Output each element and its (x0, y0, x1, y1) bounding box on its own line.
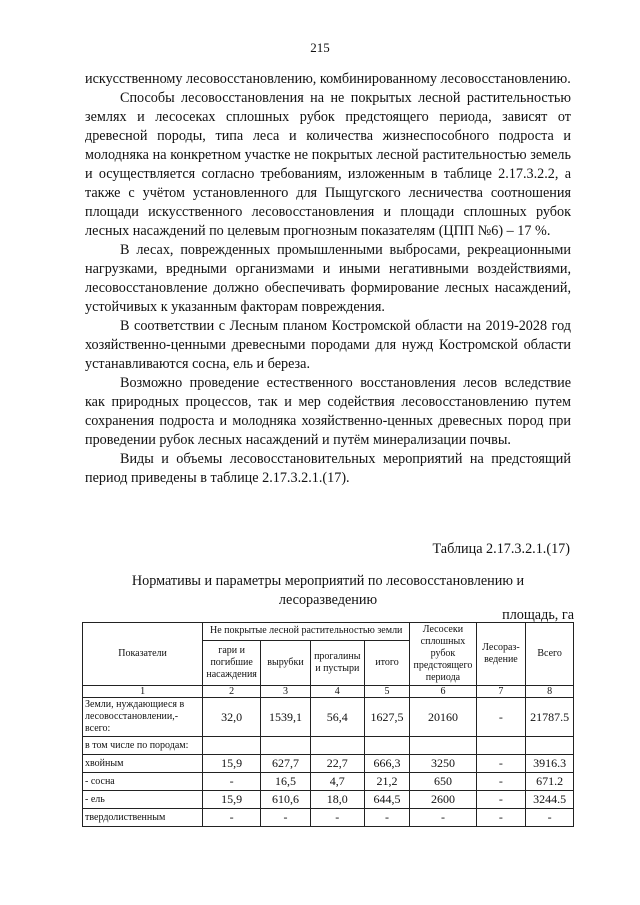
row-label: Земли, нуждающиеся в лесовосстановлении,- всего: (83, 698, 203, 737)
column-number-row (83, 686, 574, 698)
header-not-covered-group: Не покрытые лесной растительностью земли (203, 623, 410, 641)
table-cell: 610,6 (261, 791, 311, 809)
table-title: Нормативы и параметры мероприятий по лесовосстановлению и лесоразведению (131, 573, 525, 608)
table-cell: 21,2 (364, 773, 410, 791)
column-number: 8 (526, 686, 574, 698)
table-row (83, 791, 574, 809)
table-cell: 3250 (410, 755, 476, 773)
column-number: 2 (203, 686, 261, 698)
table-cell: - (410, 809, 476, 827)
row-label: хвойным (83, 755, 203, 773)
row-label: - сосна (83, 773, 203, 791)
table-cell: - (476, 791, 526, 809)
table-units: площадь, га (502, 607, 574, 623)
paragraph: В лесах, поврежденных промышленными выбросами, рекреационными нагрузками, вредными организмами и иными негативными воздействиями, лесовосстановление должно обеспечивать формирование лесных насаждений, устойчивых к указанным факторам повреждения. (85, 242, 571, 315)
header-clearings: вырубки (261, 640, 311, 686)
table-cell: - (203, 773, 261, 791)
table-cell: - (310, 809, 364, 827)
column-number: 7 (476, 686, 526, 698)
table-cell: 1539,1 (261, 698, 311, 737)
table-cell: 3916.3 (526, 755, 574, 773)
column-number: 1 (83, 686, 203, 698)
table-cell: 22,7 (310, 755, 364, 773)
table-cell: 627,7 (261, 755, 311, 773)
row-label: в том числе по породам: (83, 737, 203, 755)
table-cell: 644,5 (364, 791, 410, 809)
table-cell (261, 737, 311, 755)
paragraph: искусственному лесовосстановлению, комбинированному лесовосстановлению. (85, 71, 571, 87)
table-cell: 4,7 (310, 773, 364, 791)
table-cell: - (364, 809, 410, 827)
table-row (83, 773, 574, 791)
table-cell: - (476, 755, 526, 773)
table-cell (526, 737, 574, 755)
header-afforestation: Лесораз-ведение (476, 623, 526, 686)
table-cell: 56,4 (310, 698, 364, 737)
header-indicator: Показатели (83, 623, 203, 686)
table-row (83, 737, 574, 755)
table-cell: - (476, 809, 526, 827)
header-glades: прогалины и пустыри (310, 640, 364, 686)
paragraph: Виды и объемы лесовосстановительных мероприятий на предстоящий период приведены в таблице 2.17.3.2.1.(17). (85, 451, 571, 486)
column-number: 6 (410, 686, 476, 698)
table-cell: - (476, 698, 526, 737)
table-cell (476, 737, 526, 755)
table-cell: - (203, 809, 261, 827)
table-cell: 1627,5 (364, 698, 410, 737)
table-cell: 15,9 (203, 755, 261, 773)
header-cutting-areas: Лесосеки сплошных рубок предстоящего периода (410, 623, 476, 686)
header-burns: гари и погибшие насаждения (203, 640, 261, 686)
table-cell: 18,0 (310, 791, 364, 809)
table-row (83, 809, 574, 827)
page-number: 215 (310, 40, 330, 55)
table-cell: 666,3 (364, 755, 410, 773)
table-cell (410, 737, 476, 755)
table-cell (203, 737, 261, 755)
table-cell (364, 737, 410, 755)
row-label: твердолиственным (83, 809, 203, 827)
table-cell: 21787.5 (526, 698, 574, 737)
table-cell: - (476, 773, 526, 791)
table-caption: Таблица 2.17.3.2.1.(17) (432, 541, 570, 557)
table-cell: 20160 (410, 698, 476, 737)
table-row (83, 755, 574, 773)
column-number: 3 (261, 686, 311, 698)
header-subtotal: итого (364, 640, 410, 686)
paragraph: В соответствии с Лесным планом Костромской области на 2019-2028 год хозяйственно-ценными древесными породами для нужд Костромской области устанавливаются сосна, ель и береза. (85, 318, 571, 372)
table-cell: 16,5 (261, 773, 311, 791)
table-cell (310, 737, 364, 755)
header-total: Всего (526, 623, 574, 686)
table-cell: 671.2 (526, 773, 574, 791)
paragraph: Способы лесовосстановления на не покрытых лесной растительностью землях и лесосеках сплошных рубок предстоящего периода, зависят от древесной породы, типа леса и количества жизнеспособного подроста и молодняка на конкретном участке не покрытых лесной растительностью земель и осуществляется согласно требованиям, изложенным в таблице 2.17.3.2.2, а также с учётом установленного для Пыщугского лесничества соотношения площади искусственного лесовосстановления и площади сплошных рубок лесных насаждений по целевым прогнозным показателям (ЦПП №6) – 17 %. (85, 90, 571, 239)
table-cell: 650 (410, 773, 476, 791)
table-cell: - (261, 809, 311, 827)
table-cell: 3244.5 (526, 791, 574, 809)
data-table (82, 622, 574, 827)
paragraph: Возможно проведение естественного восстановления лесов вследствие как природных процессов, так и мер содействия лесовосстановлению путем сохранения подроста и молодняка хозяйственно-ценных древесных пород при проведении рубок лесных насаждений и путём минерализации почвы. (85, 375, 571, 448)
table-cell: - (526, 809, 574, 827)
table-cell: 15,9 (203, 791, 261, 809)
row-label: - ель (83, 791, 203, 809)
table-row (83, 698, 574, 737)
table-cell: 2600 (410, 791, 476, 809)
column-number: 4 (310, 686, 364, 698)
table-cell: 32,0 (203, 698, 261, 737)
body-text (85, 70, 571, 488)
column-number: 5 (364, 686, 410, 698)
